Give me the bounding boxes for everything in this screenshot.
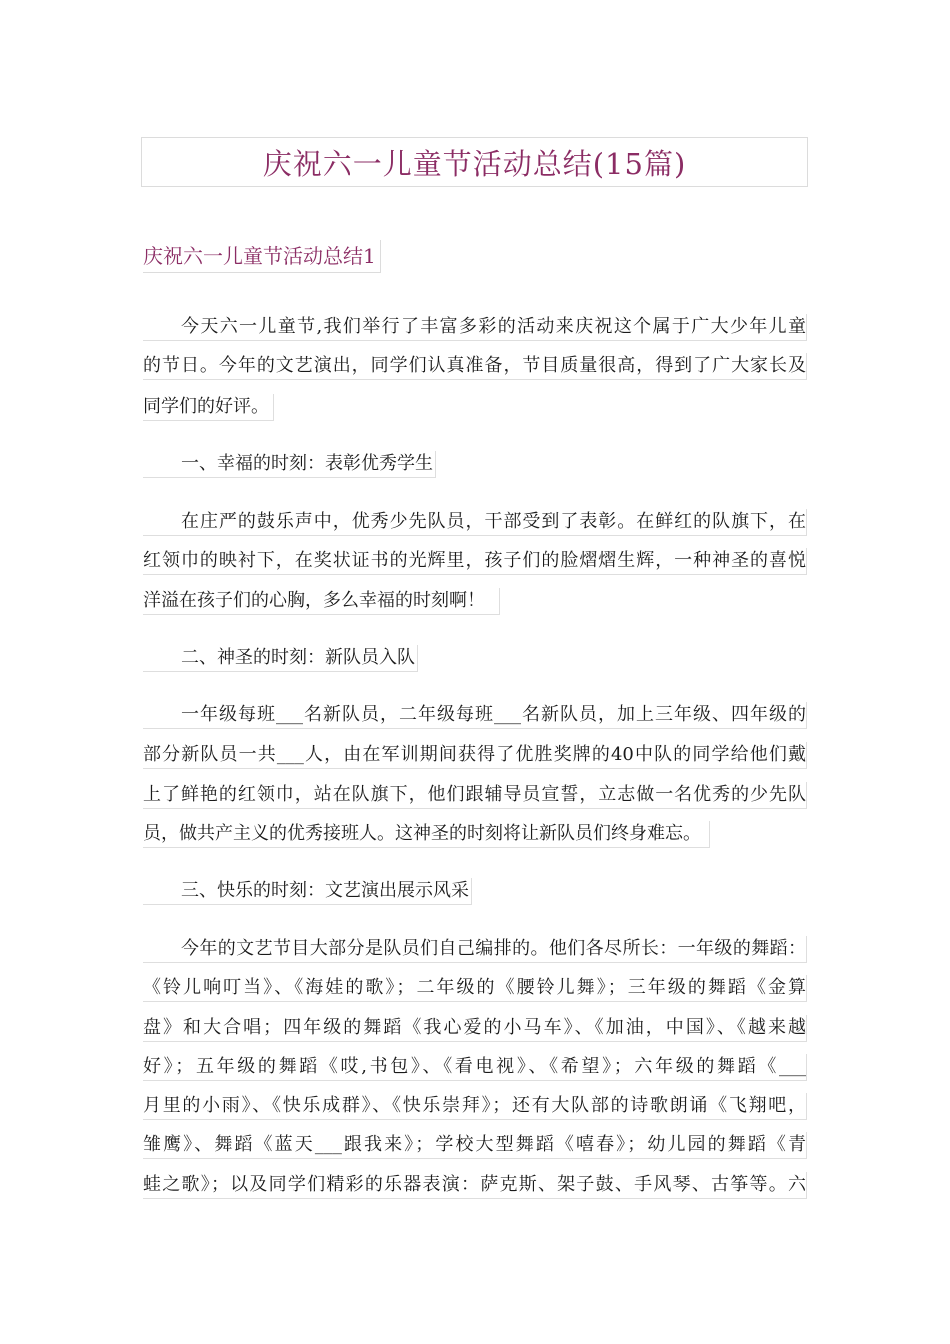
paragraph-line: 月里的小雨》、《快乐成群》、《快乐崇拜》；还有大队部的诗歌朗诵《飞翔吧，: [143, 1093, 807, 1120]
document-title: 庆祝六一儿童节活动总结(15篇): [141, 137, 808, 187]
paragraph-line: 部分新队员一共___人，由在军训期间获得了优胜奖牌的40中队的同学给他们戴: [143, 742, 807, 769]
paragraph-line: 好》；五年级的舞蹈《哎,书包》、《看电视》、《希望》；六年级的舞蹈《___: [143, 1054, 807, 1081]
paragraph-line: 上了鲜艳的红领巾，站在队旗下，他们跟辅导员宣誓，立志做一名优秀的少先队: [143, 782, 807, 809]
paragraph-line: 雏鹰》、舞蹈《蓝天___跟我来》；学校大型舞蹈《嘻春》；幼儿园的舞蹈《青: [143, 1132, 807, 1159]
section-subtitle: 庆祝六一儿童节活动总结1: [143, 240, 381, 273]
paragraph-line: 盘》和大合唱；四年级的舞蹈《我心爱的小马车》、《加油，中国》、《越来越: [143, 1015, 807, 1042]
section-heading: 三、快乐的时刻：文艺演出展示风采: [143, 878, 472, 905]
paragraph-line: 的节日。今年的文艺演出，同学们认真准备，节目质量很高，得到了广大家长及: [143, 353, 807, 380]
paragraph-line: 《铃儿响叮当》、《海娃的歌》；二年级的《腰铃儿舞》；三年级的舞蹈《金算: [143, 975, 807, 1002]
paragraph-line: 今年的文艺节目大部分是队员们自己编排的。他们各尽所长：一年级的舞蹈：: [143, 936, 807, 963]
paragraph-line: 同学们的好评。: [143, 394, 274, 421]
paragraph-line: 员，做共产主义的优秀接班人。这神圣的时刻将让新队员们终身难忘。: [143, 821, 710, 848]
paragraph-line: 洋溢在孩子们的心胸，多么幸福的时刻啊！: [143, 588, 500, 615]
paragraph-line: 红领巾的映衬下，在奖状证书的光辉里，孩子们的脸熠熠生辉，一种神圣的喜悦: [143, 548, 807, 575]
paragraph-line: 今天六一儿童节,我们举行了丰富多彩的活动来庆祝这个属于广大少年儿童: [143, 314, 807, 341]
paragraph-line: 在庄严的鼓乐声中，优秀少先队员，干部受到了表彰。在鲜红的队旗下，在: [143, 509, 807, 536]
section-heading: 一、幸福的时刻：表彰优秀学生: [143, 451, 436, 478]
paragraph-line: 一年级每班___名新队员，二年级每班___名新队员，加上三年级、四年级的: [143, 702, 807, 729]
paragraph-line: 蛙之歌》；以及同学们精彩的乐器表演：萨克斯、架子鼓、手风琴、古筝等。六: [143, 1172, 807, 1199]
section-heading: 二、神圣的时刻：新队员入队: [143, 645, 418, 672]
